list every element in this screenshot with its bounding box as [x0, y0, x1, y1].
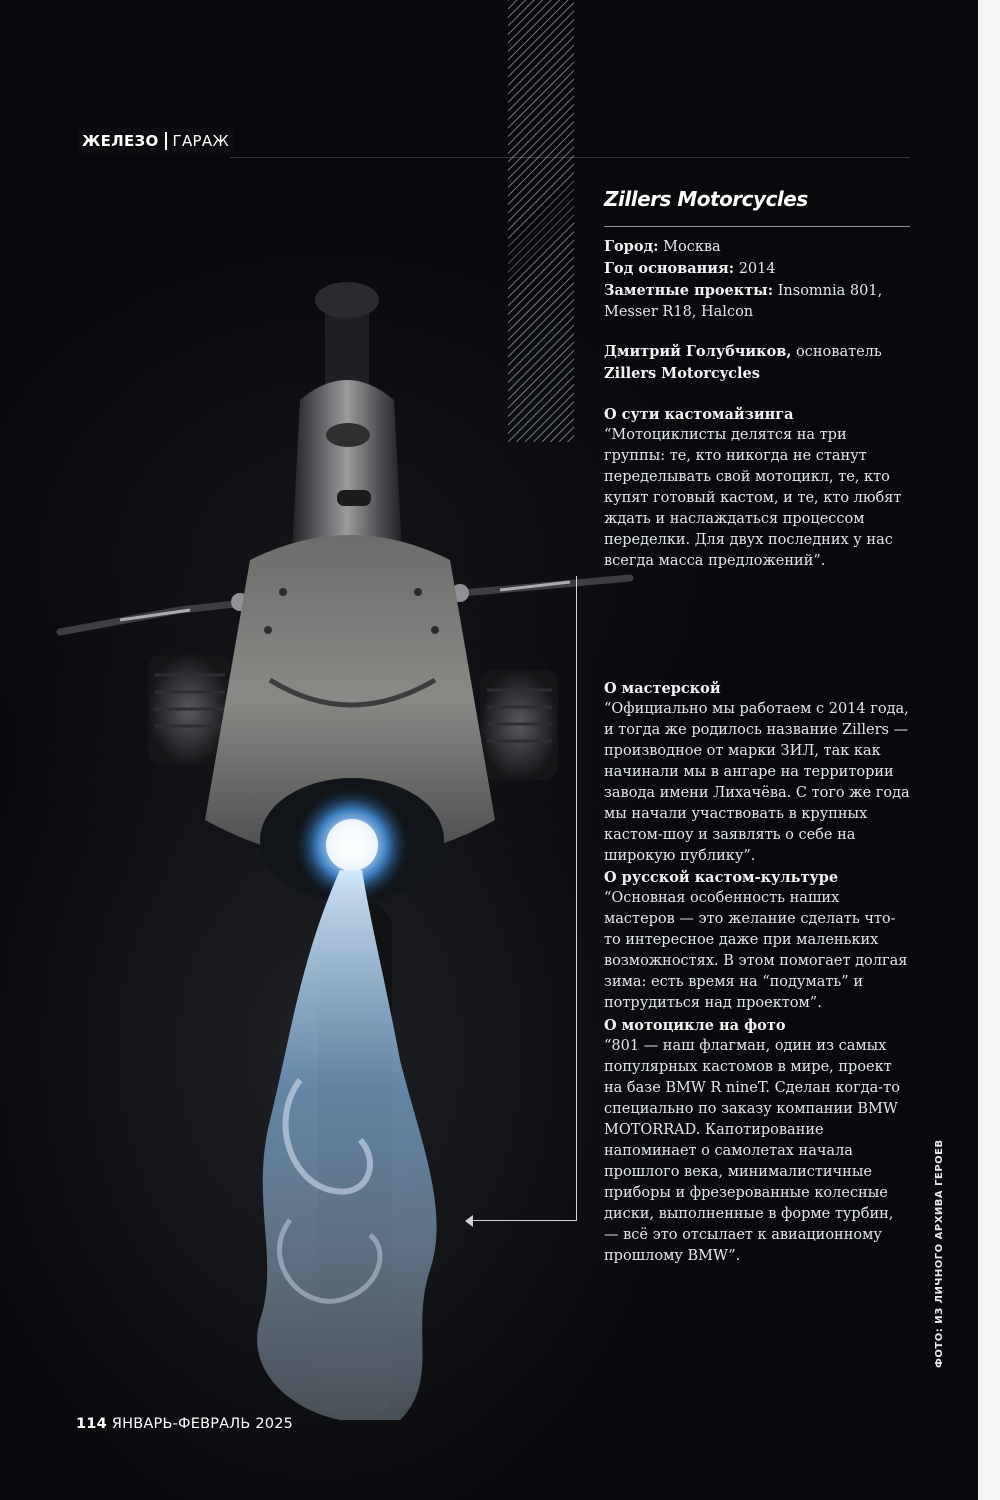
section-customizing: [604, 404, 910, 572]
section-heading: О сути кастомайзинга: [604, 406, 794, 423]
section-tag: [78, 128, 234, 154]
section-text: “Мотоциклисты делятся на три группы: те, кто никогда не станут переделывать свой мотоцикл, те, кто купят готовый кастом, и те, кто любят ждать и наслаждаться процессом переделки. Для двух последних у нас всегда масса предложений”.: [604, 427, 902, 569]
section-divider: [165, 132, 167, 150]
page-footer: [76, 1416, 293, 1432]
fact-founded: [604, 258, 910, 280]
person-company: Zillers Motorcycles: [604, 365, 760, 382]
sidebar-title: Zillers Motorcycles: [604, 187, 808, 211]
fact-value: Insomnia 801, Messer R18, Halcon: [604, 283, 883, 320]
page-number: 114: [76, 1416, 107, 1432]
section-workshop: [604, 678, 910, 867]
fact-label: Заметные проекты:: [604, 282, 774, 299]
section-heading: О мастерской: [604, 680, 721, 697]
section-text: “Основная особенность наших мастеров — это желание сделать что-то интересное даже при маленьких возможностях. В этом помогает долгая зима: есть время на “подумать” и потрудиться над проектом”.: [604, 890, 908, 1011]
section-culture: [604, 867, 910, 1014]
motorcycle-photo: [40, 260, 640, 1420]
person-block: [604, 341, 910, 385]
section-label: ЖЕЛЕЗО: [82, 132, 159, 150]
pointer-line-horizontal: [472, 1220, 577, 1221]
section-text: “Официально мы работаем с 2014 года, и тогда же родилось название Zillers — производное от марки ЗИЛ, так как начинали мы в ангаре на территории завода имени Лихачёва. С того же года мы начали участвовать в крупных кастом-шоу и заявлять о себе на широкую публику”.: [604, 701, 910, 864]
sidebar-rule: [604, 226, 910, 227]
fact-city: [604, 236, 910, 258]
fact-value: Москва: [663, 239, 721, 255]
photo-credit: ФОТО: ИЗ ЛИЧНОГО АРХИВА ГЕРОЕВ: [934, 1139, 945, 1368]
person-name: Дмитрий Голубчиков,: [604, 343, 792, 360]
section-heading: О мотоцикле на фото: [604, 1017, 786, 1034]
section-text: “801 — наш флагман, один из самых популярных кастомов в мире, проект на базе BMW R nineT. Сделан когда-то специально по заказу компании BMW MOTORRAD. Капотирование напоминает о самолетах начала прошлого века, минималистичные приборы и фрезерованные колесные диски, выполненные в форме турбин, — всё это отсылает к авиационному прошлому BMW”.: [604, 1038, 900, 1264]
fact-label: Год основания:: [604, 260, 735, 277]
header-rule: [230, 157, 910, 158]
fact-label: Город:: [604, 238, 659, 255]
section-heading: О русской кастом-культуре: [604, 869, 839, 886]
issue-label: ЯНВАРЬ-ФЕВРАЛЬ 2025: [111, 1416, 294, 1432]
person-role: основатель: [796, 344, 882, 360]
section-photo-bike: [604, 1015, 910, 1267]
page-edge: [978, 0, 1000, 1500]
subsection-label: ГАРАЖ: [172, 132, 229, 150]
pointer-arrow-icon: [465, 1215, 473, 1227]
fact-projects: [604, 280, 910, 323]
person-line: [604, 341, 910, 385]
facts-block: [604, 236, 910, 323]
fact-value: 2014: [738, 261, 776, 277]
pointer-line-vertical: [576, 576, 577, 1220]
